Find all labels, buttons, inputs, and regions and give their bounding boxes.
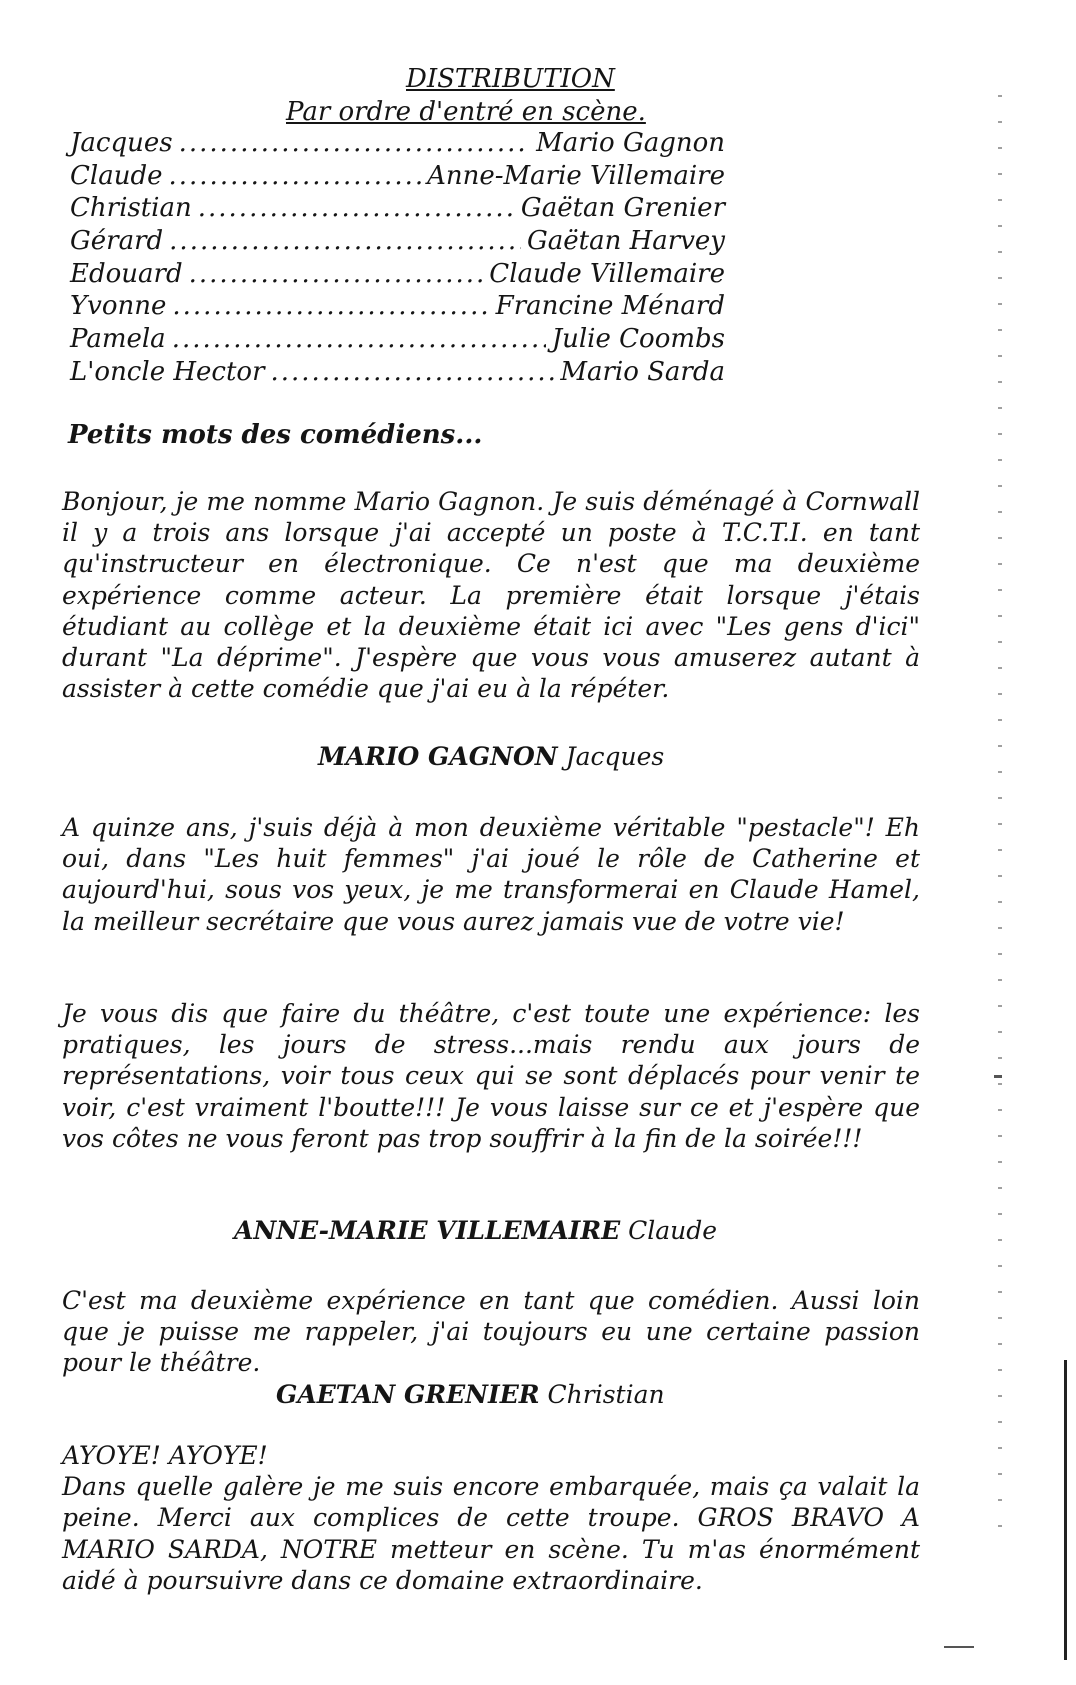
cast-row (70, 226, 725, 259)
cast-row (70, 128, 725, 161)
cast-row (70, 291, 725, 324)
dot-leader (169, 161, 422, 191)
cast-row (70, 324, 725, 357)
cast-row (70, 357, 725, 390)
cast-role: Christian (70, 193, 192, 224)
section-title: Petits mots des comédiens... (68, 420, 483, 450)
signature-role: Claude (628, 1216, 718, 1245)
note-paragraph: A quinze ans, j'suis déjà à mon deuxième véritable "pestacle"! Eh oui, dans "Les huit femmes" j'ai joué le rôle de Catherine et aujourd'hui, sous vos yeux, je me transformerai en Claude Hamel, la meilleur secrétaire que vous aurez jamais vue de votre vie! (62, 813, 920, 936)
scan-speck (944, 1646, 974, 1648)
cast-actor: Claude Villemaire (489, 258, 725, 289)
scan-speck (994, 1075, 1002, 1078)
scan-margin-marks (998, 95, 1002, 1535)
signature-role: Jacques (565, 742, 665, 771)
dot-leader (179, 128, 531, 158)
cast-actor: Mario Sarda (560, 356, 725, 387)
cast-row (70, 259, 725, 292)
actor-note (62, 1440, 920, 1596)
note-paragraph: Dans quelle galère je me suis encore embarquée, mais ça valait la peine. Merci aux complices de cette troupe. GROS BRAVO A MARIO SARDA, NOTRE metteur en scène. Tu m'as énormément aidé à poursuivre dans ce domaine extraordinaire. (62, 1472, 920, 1595)
cast-actor: Francine Ménard (495, 291, 725, 322)
cast-role: Claude (70, 160, 163, 191)
actor-note (62, 812, 920, 937)
dot-leader (172, 324, 546, 354)
dot-leader (198, 193, 515, 223)
note-paragraph: C'est ma deuxième expérience en tant que comédien. Aussi loin que je puisse me rappeler, j'ai toujours eu une certaine passion pour le théâtre. (62, 1286, 920, 1378)
actor-note (62, 1285, 920, 1379)
signature-role: Christian (547, 1380, 665, 1409)
note-signature (234, 1216, 717, 1245)
cast-list (70, 128, 725, 390)
cast-actor: Mario Gagnon (536, 128, 725, 158)
dot-leader (172, 291, 489, 321)
signature-name: GAETAN GRENIER (276, 1380, 540, 1409)
dot-leader (271, 357, 555, 387)
note-signature (318, 742, 664, 771)
note-paragraph: Je vous dis que faire du théâtre, c'est toute une expérience: les pratiques, les jours de stress...mais rendu aux jours de représentations, voir tous ceux qui se sont déplacés pour venir te voir, c'est vraiment l'boutte!!! Je vous laisse sur ce et j'espère que vos côtes ne vous feront pas trop souffrir à la fin de la soirée!!! (62, 999, 920, 1153)
cast-actor: Anne-Marie Villemaire (427, 160, 725, 191)
cast-role: Yvonne (70, 291, 167, 322)
cast-role: Jacques (70, 128, 173, 158)
cast-row (70, 161, 725, 194)
cast-role: Gérard (70, 226, 164, 257)
cast-actor: Gaëtan Harvey (527, 226, 725, 257)
signature-name: MARIO GAGNON (318, 742, 558, 771)
dot-leader (189, 259, 484, 289)
cast-row (70, 193, 725, 226)
note-signature (276, 1380, 665, 1409)
note-paragraph: AYOYE! AYOYE! (62, 1441, 268, 1470)
cast-role: L'oncle Hector (70, 356, 265, 387)
cast-role: Edouard (70, 258, 183, 289)
dot-leader (169, 226, 521, 256)
signature-name: ANNE-MARIE VILLEMAIRE (234, 1216, 621, 1245)
cast-role: Pamela (70, 324, 166, 355)
actor-note (62, 486, 920, 704)
cast-actor: Julie Coombs (551, 324, 725, 355)
note-paragraph: Bonjour, je me nomme Mario Gagnon. Je suis déménagé à Cornwall il y a trois ans lorsque j'ai accepté un poste à T.C.T.I. en tant qu'instructeur en électronique. Ce n'est que ma deuxième expérience comme acteur. La première était lorsque j'étais étudiant au collège et la deuxième était ici avec "Les gens d'ici" durant "La déprime". J'espère que vous vous amuserez autant à assister à cette comédie que j'ai eu à la répéter. (62, 487, 920, 704)
distribution-title: DISTRIBUTION (406, 64, 615, 94)
actor-note (62, 998, 920, 1154)
scan-edge-bar (1064, 1360, 1067, 1660)
cast-actor: Gaëtan Grenier (520, 193, 725, 224)
distribution-subtitle: Par ordre d'entré en scène. (286, 97, 646, 127)
